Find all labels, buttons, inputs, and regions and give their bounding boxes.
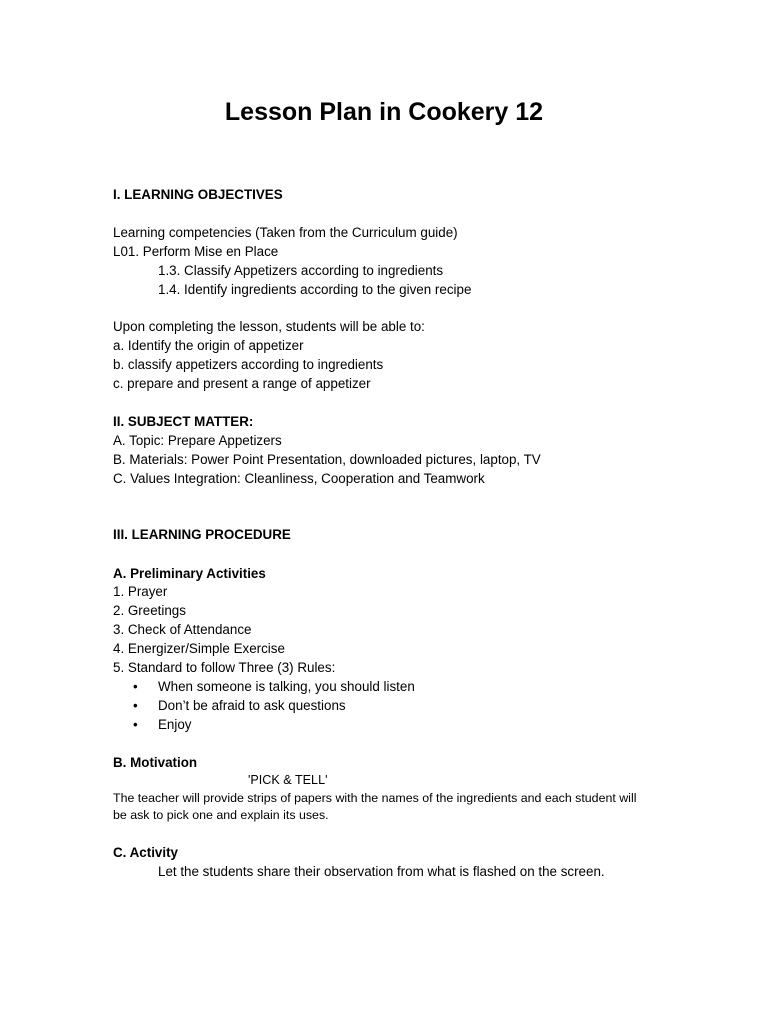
motivation-game-title: 'PICK & TELL'	[248, 773, 328, 787]
outcome-item: a. Identify the origin of appetizer	[113, 338, 304, 353]
preliminary-item: 3. Check of Attendance	[113, 622, 252, 637]
motivation-heading: B. Motivation	[113, 755, 198, 770]
rule-item: Don’t be afraid to ask questions	[158, 698, 346, 713]
sub-competency-2: 1.4. Identify ingredients according to the given recipe	[158, 282, 472, 297]
bullet-icon: •	[133, 717, 138, 732]
learning-objective-1: L01. Perform Mise en Place	[113, 244, 279, 259]
preliminary-item: 1. Prayer	[113, 584, 168, 599]
rule-item: When someone is talking, you should listen	[158, 679, 415, 694]
activity-text: Let the students share their observation from what is flashed on the screen.	[158, 864, 605, 879]
sub-competency-1: 1.3. Classify Appetizers according to ingredients	[158, 263, 444, 278]
outcomes-intro: Upon completing the lesson, students will be able to:	[113, 319, 425, 334]
preliminary-item: 2. Greetings	[113, 603, 186, 618]
competencies-intro: Learning competencies (Taken from the Curriculum guide)	[113, 225, 458, 240]
outcome-item: b. classify appetizers according to ingredients	[113, 357, 384, 372]
subject-heading: II. SUBJECT MATTER:	[113, 414, 254, 429]
page-title: Lesson Plan in Cookery 12	[224, 98, 544, 126]
bullet-icon: •	[133, 698, 138, 713]
preliminary-item: 5. Standard to follow Three (3) Rules:	[113, 660, 336, 675]
outcome-item: c. prepare and present a range of appetizer	[113, 376, 371, 391]
subject-item: C. Values Integration: Cleanliness, Cooperation and Teamwork	[113, 471, 485, 486]
subject-item: B. Materials: Power Point Presentation, downloaded pictures, laptop, TV	[113, 452, 541, 467]
preliminary-item: 4. Energizer/Simple Exercise	[113, 641, 285, 656]
subject-item: A. Topic: Prepare Appetizers	[113, 433, 282, 448]
activity-heading: C. Activity	[113, 845, 178, 860]
procedure-heading: III. LEARNING PROCEDURE	[113, 527, 291, 542]
bullet-icon: •	[133, 679, 138, 694]
preliminary-heading: A. Preliminary Activities	[113, 566, 266, 581]
objectives-heading: I. LEARNING OBJECTIVES	[113, 187, 283, 202]
rule-item: Enjoy	[158, 717, 192, 732]
motivation-text: The teacher will provide strips of papers with the names of the ingredients and each student will	[113, 791, 637, 805]
motivation-text: be ask to pick one and explain its uses.	[113, 808, 329, 822]
